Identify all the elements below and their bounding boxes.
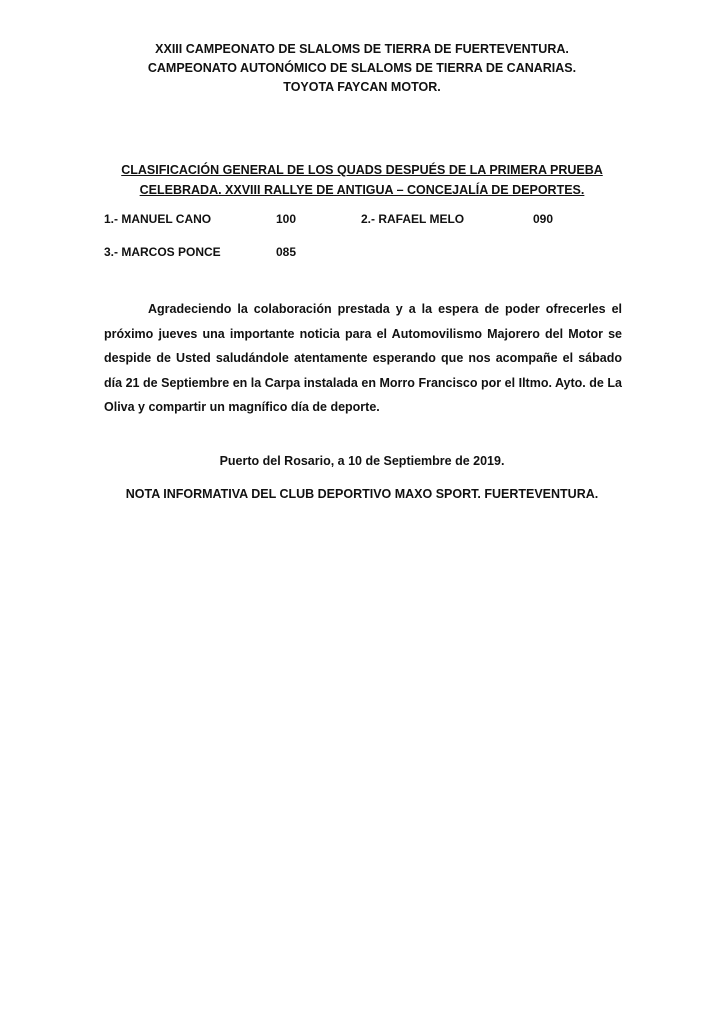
classification-heading-line-2: CELEBRADA. XXVIII RALLYE DE ANTIGUA – CONCEJALÍA DE DEPORTES. bbox=[139, 183, 585, 197]
result-name-1: 1.- MANUEL CANO bbox=[104, 212, 212, 226]
result-points-2: 090 bbox=[533, 212, 554, 226]
body-paragraph: Agradeciendo la colaboración prestada y a la espera de poder ofrecerles el próximo jueves una importante noticia para el Automovilismo Majorero del Motor se despide de Usted saludándole atentamente esperando que nos acompañe el sábado día 21 de Septiembre en la Carpa instalada en Morro Francisco por el Iltmo. Ayto. de La Oliva y compartir un magnífico día de deporte. bbox=[104, 302, 622, 414]
informative-note: NOTA INFORMATIVA DEL CLUB DEPORTIVO MAXO SPORT. FUERTEVENTURA. bbox=[125, 487, 599, 501]
result-points-1: 100 bbox=[276, 212, 297, 226]
results-row bbox=[0, 245, 724, 263]
result-name-3: 3.- MARCOS PONCE bbox=[104, 245, 221, 259]
classification-heading bbox=[0, 160, 724, 200]
result-points-3: 085 bbox=[276, 245, 297, 259]
result-name-2: 2.- RAFAEL MELO bbox=[361, 212, 465, 226]
regional-championship-title: CAMPEONATO AUTONÓMICO DE SLALOMS DE TIERRA DE CANARIAS. bbox=[147, 61, 577, 75]
document-header bbox=[0, 40, 724, 97]
sponsor-name: TOYOTA FAYCAN MOTOR. bbox=[283, 80, 441, 94]
classification-heading-line-1: CLASIFICACIÓN GENERAL DE LOS QUADS DESPUÉS DE LA PRIMERA PRUEBA bbox=[121, 163, 603, 177]
results-row bbox=[0, 212, 724, 230]
championship-title: XXIII CAMPEONATO DE SLALOMS DE TIERRA DE FUERTEVENTURA. bbox=[155, 42, 569, 56]
place-and-date: Puerto del Rosario, a 10 de Septiembre de 2019. bbox=[219, 454, 505, 468]
